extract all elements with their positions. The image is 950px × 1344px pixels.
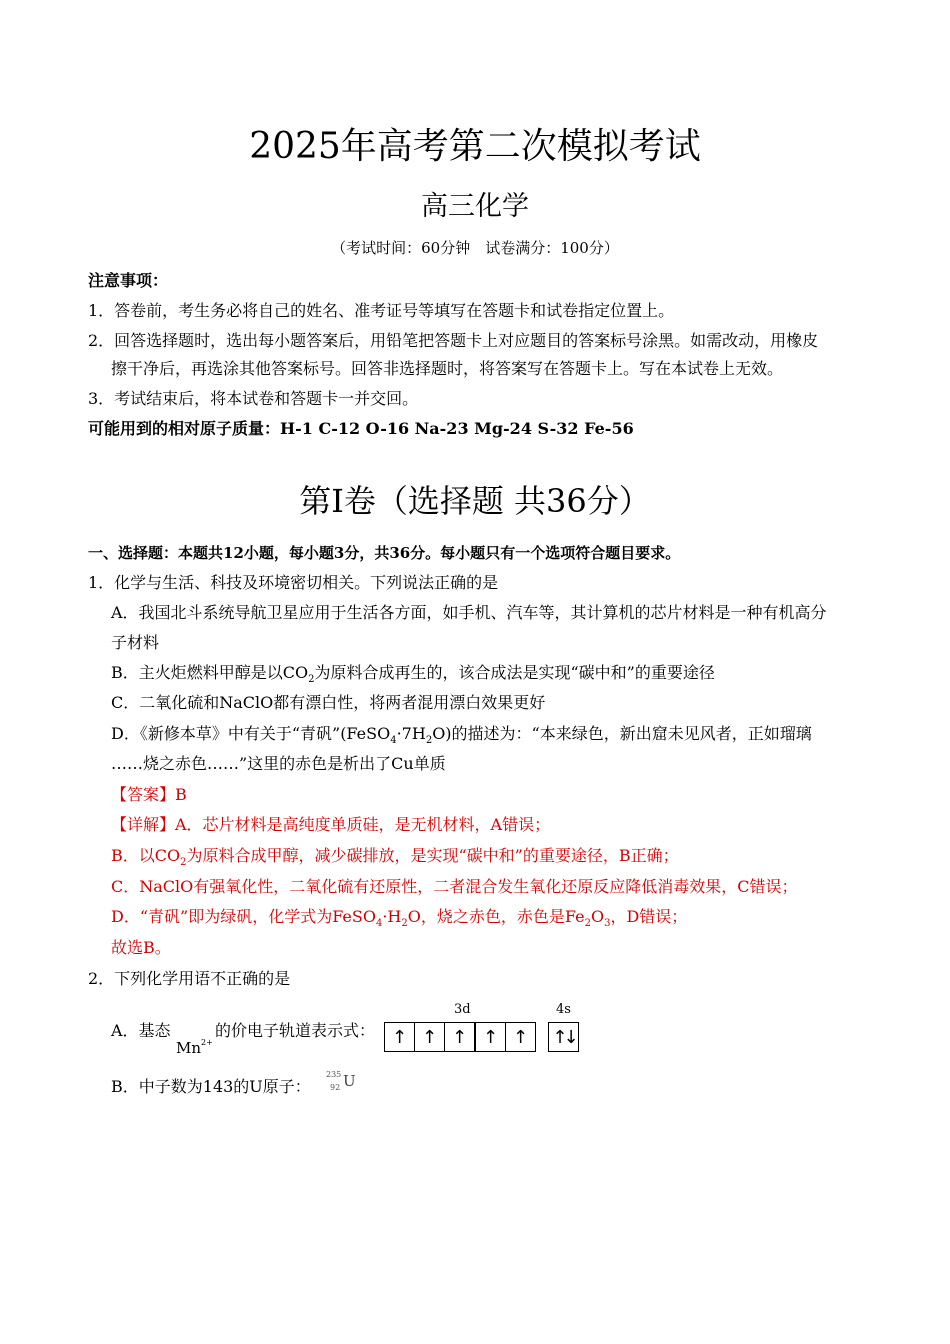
q2-option-a-prefix: A．基态 [111,1021,171,1040]
q1-option-a-cont: 子材料 [111,633,160,652]
q1-option-c: C．二氧化硫和NaClO都有漂白性，将两者混用漂白效果更好 [111,693,546,712]
orbital-box-3d-2: ↑ [414,1022,445,1052]
q1-explanation-a: 【详解】A．芯片材料是高纯度单质硅，是无机材料，A错误； [111,815,551,834]
question-1-stem: 1．化学与生活、科技及环境密切相关。下列说法正确的是 [88,573,499,592]
q1-option-b: B．主火炬燃料甲醇是以$CO_2$为原料合成再生的，该合成法是实现“碳中和”的重要途径 [111,663,715,686]
atomic-number: 92 [330,1083,341,1092]
label-4s: 4s [556,1002,571,1017]
orbital-box-3d-3: ↑ [444,1022,475,1052]
notice-item-3: 3．考试结束后，将本试卷和答题卡一并交回。 [88,389,419,408]
element-symbol: U [343,1072,356,1090]
q1-explanation-b: B．以$CO_2$为原料合成甲醇，减少碳排放，是实现“碳中和”的重要途径，B正确； [111,846,679,869]
q1-option-d: D．《新修本草》中有关于“青矾$”(FeSO_4\cdot 7H_2O)$的描述为：“本来绿色，新出窟未见风者，正如瑠璃 [111,724,812,747]
q2-option-b: B．中子数为143的U原子： [111,1077,311,1096]
q1-option-a: A．我国北斗系统导航卫星应用于生活各方面，如手机、汽车等，其计算机的芯片材料是一种有机高分 [111,603,827,622]
notice-item-1: 1．答卷前，考生务必将自己的姓名、准考证号等填写在答题卡和试卷指定位置上。 [88,301,675,320]
section-title: 第Ⅰ卷（选择题 共36分） [299,482,651,520]
q1-explanation-c: C．NaClO有强氧化性，二氧化硫有还原性，二者混合发生氧化还原反应降低消毒效果，C错误； [111,877,798,896]
notice-item-2-cont: 擦干净后，再选涂其他答案标号。回答非选择题时，将答案写在答题卡上。写在本试卷上无效。 [111,359,784,378]
page-subtitle: 高三化学 [421,191,529,222]
q2-option-a-suffix: 的价电子轨道表示式： [215,1021,376,1040]
notice-heading: 注意事项： [88,271,169,290]
orbital-box-4s: ↑↓ [548,1022,579,1052]
q1-answer: 【答案】B [111,785,187,804]
label-3d: 3d [454,1002,471,1017]
exam-meta: （考试时间：60分钟 试卷满分：100分） [331,239,619,257]
mass-number: 235 [326,1070,342,1079]
uranium-nuclide [326,1070,366,1096]
orbital-box-3d-4: ↑ [475,1022,506,1052]
orbital-box-3d-5: ↑ [505,1022,536,1052]
q1-explanation-d: D．“青矾”即为绿矾，化学式为$FeSO_4\cdot H_2O$，烧之赤色，赤色是$Fe_2O_3$，D错误； [111,907,688,930]
notice-item-2: 2．回答选择题时，选出每小题答案后，用铅笔把答题卡上对应题目的答案标号涂黑。如需改动，用橡皮 [88,331,819,350]
q1-explanation-conclusion: 故选B。 [111,938,171,957]
mn-ion-symbol: $Mn^{2+}$ [176,1038,213,1057]
q1-option-d-cont: ……烧之赤色……”这里的赤色是析出了Cu单质 [111,754,446,773]
orbital-box-3d-1: ↑ [384,1022,415,1052]
atomic-masses: 可能用到的相对原子质量：H-1 C-12 O-16 Na-23 Mg-24 S-32 Fe-56 [88,419,634,438]
page-title: 2025年高考第二次模拟考试 [249,126,701,167]
question-2-stem: 2．下列化学用语不正确的是 [88,969,291,988]
section-instruction: 一、选择题：本题共12小题，每小题3分，共36分。每小题只有一个选项符合题目要求。 [88,544,681,562]
